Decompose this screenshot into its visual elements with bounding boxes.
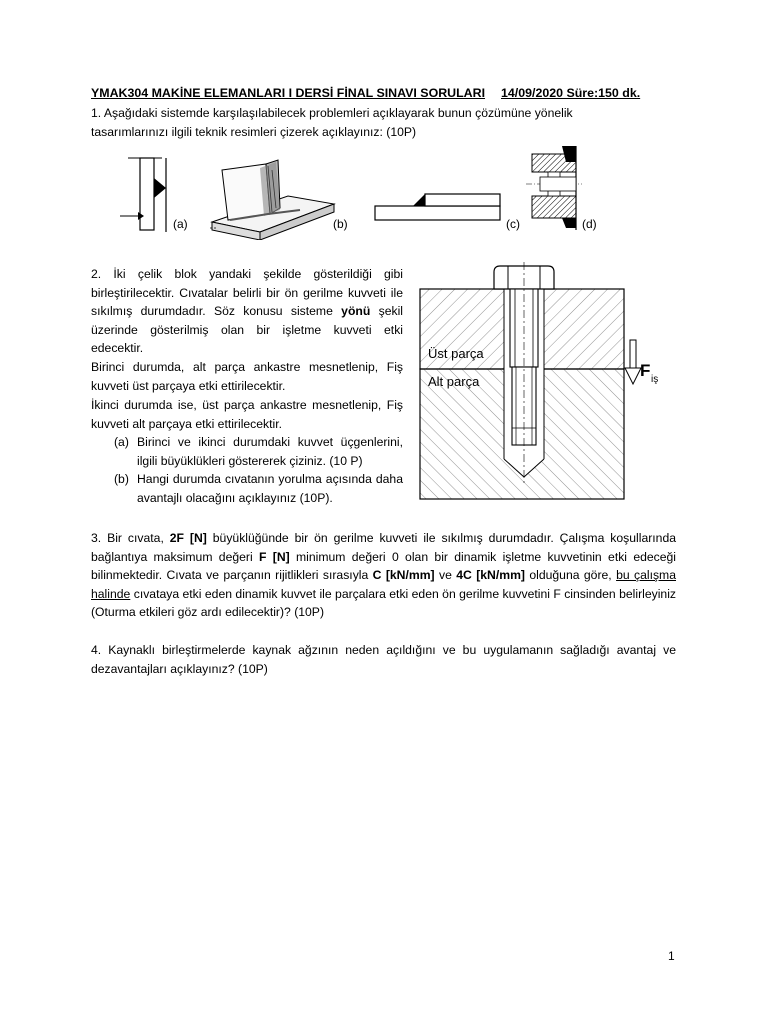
q4-paragraph: 4. Kaynaklı birleştirmelerde kaynak ağzının neden açıldığını ve bu uygulamanın sağladığı avantaj ve dezavantajları açıklayınız? (10P) — [91, 643, 676, 676]
q2-paragraph-1: 2. İki çelik blok yandaki şekilde gösterildiği gibi birleştirilecektir. Cıvatalar belirli bir ön gerilme kuvveti ile sıkılmış durumdadır. Söz konusu sisteme yönü şekil üzerinde gösterilmiş olan bir işletme kuvveti etki edecektir. — [91, 267, 403, 356]
lower-part-label: Alt parça — [428, 374, 480, 389]
q3-underlined-phrase: bu çalışma halinde — [91, 568, 676, 601]
q2-direction-keyword: yönü — [341, 304, 371, 319]
force-arrow — [625, 340, 641, 384]
q1-figure-b — [210, 160, 334, 240]
exam-date-duration: 14/09/2020 Süre:150 dk. — [501, 86, 641, 100]
q2-item-a-text: Birinci ve ikinci durumdaki kuvvet üçgenlerini, ilgili büyüklükleri göstererek çiziniz. (10 P) — [137, 435, 403, 468]
figure-label-a: (a) — [173, 217, 188, 231]
q1-figure-a — [120, 158, 166, 232]
upper-part-label: Üst parça — [428, 346, 484, 361]
q2-item-a-label: (a) — [114, 435, 129, 449]
force-symbol: F — [640, 361, 651, 380]
q3-paragraph: 3. Bir cıvata, 2F [N] büyüklüğünde bir ön gerilme kuvveti ile sıkılmış durumdadır. Çalışma koşullarında bağlantıya maksimum değeri F [N] minimum değeri 0 olan bir dinamik işletme kuvvetinin etki edeceği bilinmektedir. Cıvata ve parçanın rijitlikleri sırasıyla C [kN/mm] ve 4C [kN/mm] olduğuna göre, bu çalışma halinde cıvataya etki eden dinamik kuvvet ile parçalara etki eden ön gerilme kuvvetini F cinsinden belirleyiniz (Oturma etkileri göz ardı edilecektir)? (10P) — [91, 531, 677, 620]
page-number: 1 — [668, 949, 675, 963]
q1-figure-c — [375, 194, 500, 220]
q2-bolted-joint-figure — [418, 262, 676, 512]
figure-label-b: (b) — [333, 217, 348, 231]
q2-paragraph-3: İkinci durumda ise, üst parça ankastre mesnetlenip, Fiş kuvveti alt parçaya etki ettirilecektir. — [91, 398, 403, 431]
q2-paragraph-2: Birinci durumda, alt parça ankastre mesnetlenip, Fiş kuvveti üst parçaya etki ettirilecektir. — [91, 360, 403, 393]
q2-item-b-label: (b) — [114, 472, 129, 486]
q1-line1: 1. Aşağıdaki sistemde karşılaşılabilecek problemleri açıklayarak bunun çözümüne yönelik — [91, 106, 573, 120]
exam-title: YMAK304 MAKİNE ELEMANLARI I DERSİ FİNAL SINAVI SORULARI — [91, 86, 486, 100]
q2-item-b-text: Hangi durumda cıvatanın yorulma açısında daha avantajlı olacağını açıklayınız (10P). — [137, 472, 403, 505]
figure-label-c: (c) — [506, 217, 520, 231]
figure-label-d: (d) — [582, 217, 597, 231]
q1-line2: tasarımlarınızı ilgili teknik resimleri çizerek açıklayınız: (10P) — [91, 125, 417, 139]
q1-figure-d — [526, 146, 582, 230]
force-subscript: iş — [651, 374, 659, 385]
